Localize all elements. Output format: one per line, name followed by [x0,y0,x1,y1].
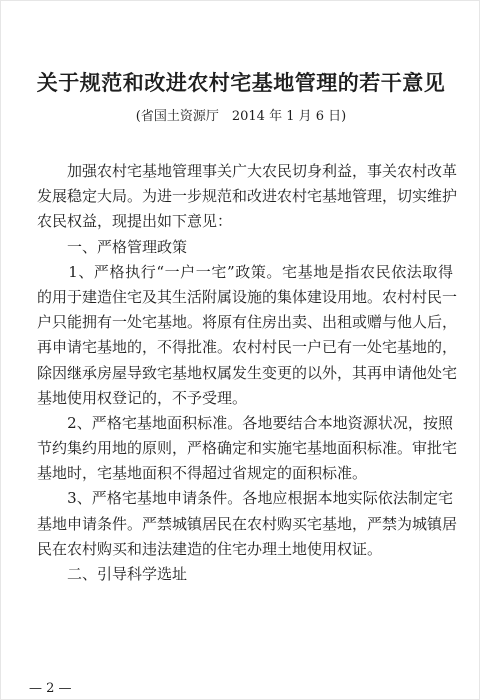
body-line: 基地申请条件。严禁城镇居民在农村购买宅基地，严禁为城镇居 [37,514,458,533]
body-line: 3、严格宅基地申请条件。各地应根据本地实际依法制定宅 [37,489,453,508]
body-line: 1、严格执行“一户一宅”政策。宅基地是指农民依法取得 [37,262,453,281]
body-line: 基地使用权登记的，不予受理。 [37,388,248,407]
document-subtitle: (省国土资源厅 2014 年 1 月 6 日) [135,109,347,124]
body-line: 的用于建造住宅及其生活附属设施的集体建设用地。农村村民一 [37,287,458,306]
section-heading: 二、引导科学选址 [37,565,188,583]
body-line: 发展稳定大局。为进一步规范和改进农村宅基地管理，切实维护 [37,187,458,206]
section-heading: 一、严格管理政策 [37,237,188,256]
document-body [37,159,458,587]
body-line: 农民权益，现提出如下意见： [37,212,233,231]
body-line: 除因继承房屋导致宅基地权属发生变更的以外，其再申请他处宅 [37,363,458,382]
body-line: 基地时，宅基地面积不得超过省规定的面积标准。 [37,464,368,483]
body-line: 再申请宅基地的，不得批准。农村村民一户已有一处宅基地的， [37,338,458,357]
body-line: 户只能拥有一处宅基地。将原有住房出卖、出租或赠与他人后， [37,313,458,332]
document-title: 关于规范和改进农村宅基地管理的若干意见 [36,71,446,95]
body-line: 民在农村购买和违法建造的住宅办理土地使用权证。 [37,539,383,558]
body-line: 节约集约用地的原则，严格确定和实施宅基地面积标准。审批宅 [37,439,458,458]
body-line: 2、严格宅基地面积标准。各地要结合本地资源状况，按照 [37,413,453,432]
page-number: — 2 — [29,681,72,696]
body-line: 加强农村宅基地管理事关广大农民切身利益，事关农村改革 [37,162,458,180]
